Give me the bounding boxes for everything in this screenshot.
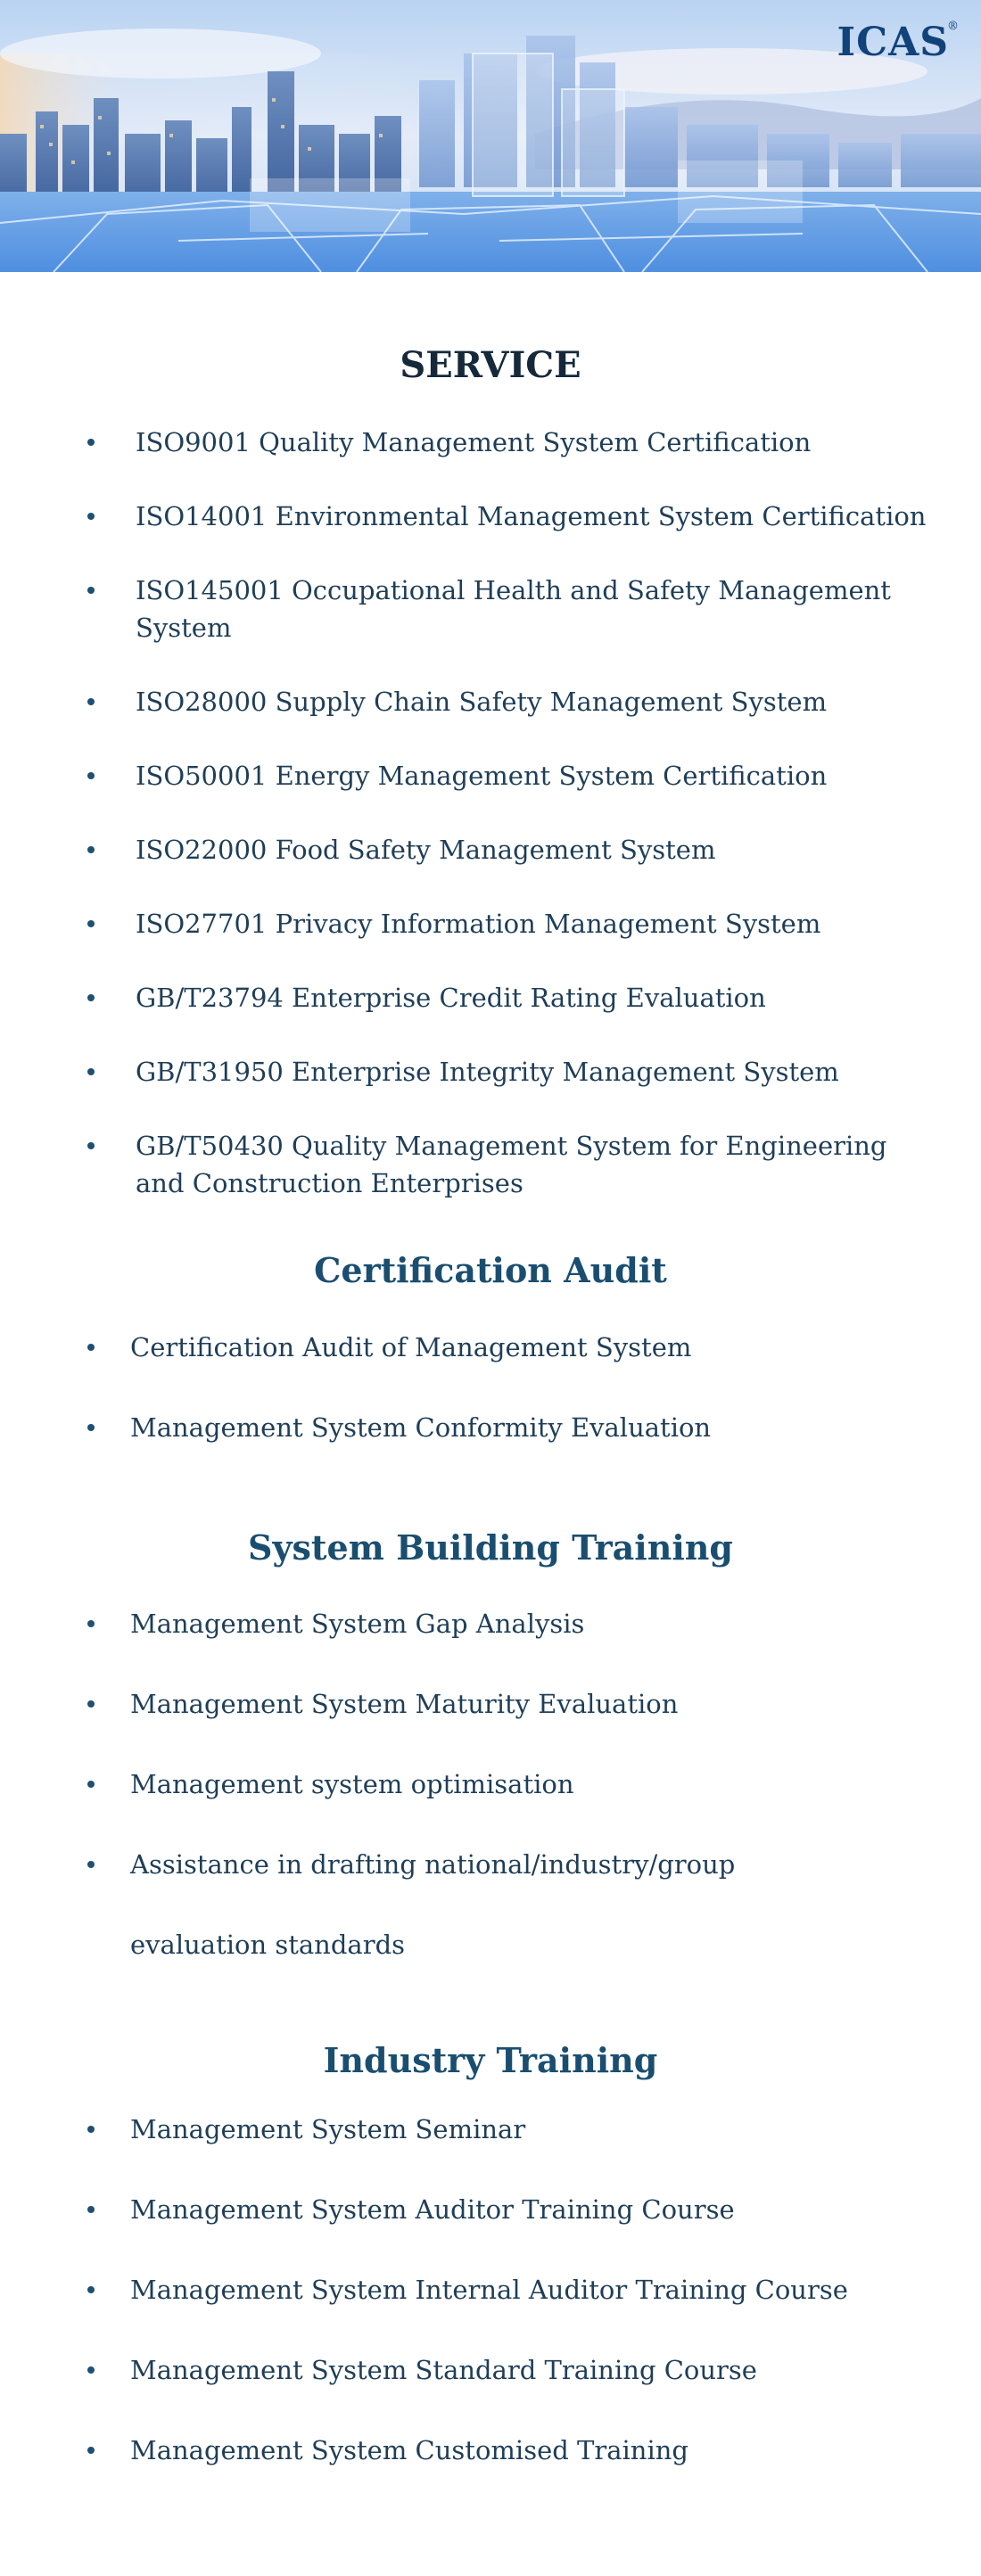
certification-audit-title: Certification Audit: [314, 1250, 667, 1290]
bullet-icon: [87, 2447, 95, 2454]
list-item: ISO50001 Energy Management System Certification: [136, 757, 938, 794]
bullet-icon: [87, 513, 95, 520]
list-item: GB/T31950 Enterprise Integrity Management System: [136, 1053, 938, 1090]
list-item: Management system optimisation: [130, 1765, 933, 1803]
bullet-icon: [87, 1700, 95, 1708]
bullet-icon: [87, 587, 95, 594]
list-item: Management System Customised Training: [130, 2432, 933, 2469]
industry-training-title: Industry Training: [323, 2040, 658, 2080]
list-item: Management System Internal Auditor Training Course: [130, 2271, 933, 2309]
bullet-icon: [87, 1781, 95, 1788]
bullet-icon: [87, 846, 95, 853]
certification-audit-list: [130, 1329, 933, 1489]
industry-training-list: [130, 2111, 933, 2512]
header-banner: [0, 0, 981, 272]
list-item: ISO14001 Environmental Management System Certification: [136, 498, 938, 535]
system-building-training-title: System Building Training: [248, 1527, 733, 1568]
bullet-icon: [87, 698, 95, 705]
service-list: [136, 424, 938, 1239]
list-item: Management System Maturity Evaluation: [130, 1685, 933, 1723]
bullet-icon: [87, 1620, 95, 1627]
icas-logo: ICAS ®: [837, 20, 960, 65]
list-item: Management System Standard Training Course: [130, 2351, 933, 2389]
list-item: GB/T23794 Enterprise Credit Rating Evaluation: [136, 979, 938, 1016]
system-building-training-list: [130, 1605, 933, 1985]
city-skyline-illustration: [0, 0, 981, 272]
list-item: ISO22000 Food Safety Management System: [136, 831, 938, 868]
bullet-icon: [87, 1344, 95, 1351]
bullet-icon: [87, 994, 95, 1001]
bullet-icon: [87, 1861, 95, 1868]
bullet-icon: [87, 1142, 95, 1149]
bullet-icon: [87, 1424, 95, 1431]
bullet-icon: [87, 1068, 95, 1075]
list-item: Certification Audit of Management System: [130, 1329, 933, 1366]
bullet-icon: [87, 2206, 95, 2213]
bullet-icon: [87, 772, 95, 779]
list-item: Management System Gap Analysis: [130, 1605, 933, 1642]
list-item: GB/T50430 Quality Management System for Engineering and Construction Enterprises: [136, 1127, 938, 1202]
service-title: SERVICE: [400, 344, 581, 386]
list-item: ISO28000 Supply Chain Safety Management System: [136, 683, 938, 720]
list-item: Management System Seminar: [130, 2111, 933, 2148]
list-item: ISO9001 Quality Management System Certification: [136, 424, 938, 461]
list-item: Management System Conformity Evaluation: [130, 1409, 933, 1446]
list-item: Management System Auditor Training Course: [130, 2191, 933, 2228]
list-item: ISO145001 Occupational Health and Safety Management System: [136, 572, 938, 646]
list-item: Assistance in drafting national/industry/group evaluation standards: [130, 1824, 933, 1985]
bullet-icon: [87, 2126, 95, 2133]
bullet-icon: [87, 439, 95, 446]
list-item: ISO27701 Privacy Information Management System: [136, 905, 938, 942]
bullet-icon: [87, 2366, 95, 2374]
bullet-icon: [87, 2286, 95, 2293]
registered-mark: ®: [947, 20, 960, 33]
bullet-icon: [87, 920, 95, 927]
